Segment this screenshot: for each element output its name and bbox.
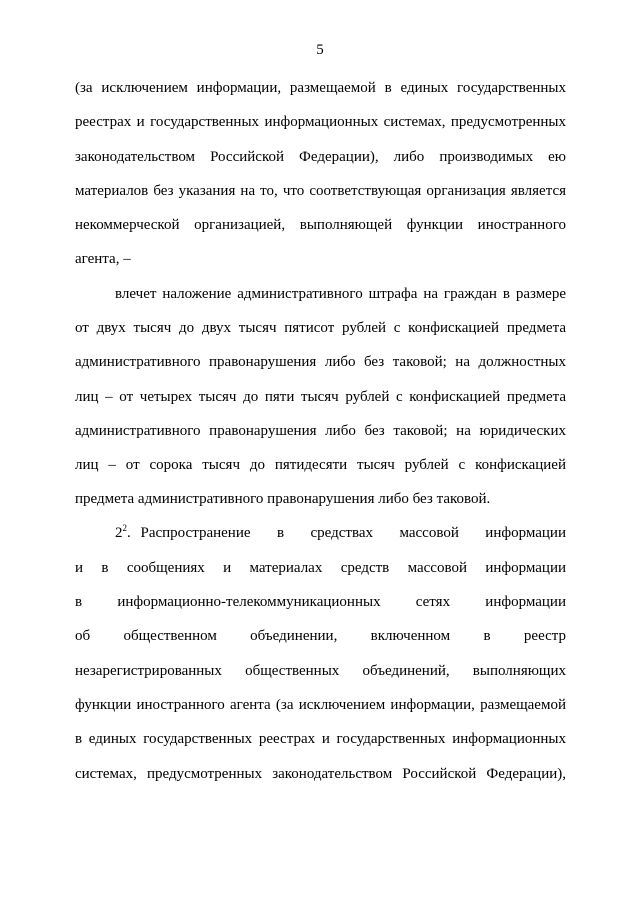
text-line: административного правонарушения либо без таковой; на юридических: [75, 423, 566, 439]
text-line: и в сообщениях и материалах средств массовой информации: [75, 560, 566, 576]
text-line: об общественном объединении, включенном в реестр: [75, 628, 566, 644]
text-line: влечет наложение административного штрафа на граждан в размере: [115, 286, 566, 302]
text-line: законодательством Российской Федерации), либо производимых ею: [75, 149, 566, 165]
text-line: лиц – от сорока тысяч до пятидесяти тысяч рублей с конфискацией: [75, 457, 566, 473]
text-line: реестрах и государственных информационных системах, предусмотренных: [75, 114, 566, 130]
text-line: от двух тысяч до двух тысяч пятисот рублей с конфискацией предмета: [75, 320, 566, 336]
section-number: $2^2$.: [115, 523, 131, 541]
page-number: 5: [316, 42, 324, 58]
text-line: в информационно-телекоммуникационных сетях информации: [75, 594, 566, 610]
text-line: в единых государственных реестрах и государственных информационных: [75, 731, 566, 747]
text-line: материалов без указания на то, что соответствующая организация является: [75, 183, 566, 199]
text-line: незарегистрированных общественных объединений, выполняющих: [75, 663, 566, 679]
text-line: (за исключением информации, размещаемой в единых государственных: [75, 80, 566, 96]
text-line: лиц – от четырех тысяч до пяти тысяч рублей с конфискацией предмета: [75, 389, 566, 405]
text-line: Распространение в средствах массовой информации: [140, 525, 566, 541]
text-line: агента, –: [75, 251, 131, 267]
text-line: предмета административного правонарушения либо без таковой.: [75, 491, 491, 507]
text-line: системах, предусмотренных законодательством Российской Федерации),: [75, 766, 566, 782]
section-first-line: [115, 524, 566, 542]
text-line: некоммерческой организацией, выполняющей функции иностранного: [75, 217, 566, 233]
text-line: функции иностранного агента (за исключением информации, размещаемой: [75, 697, 566, 713]
text-line: административного правонарушения либо без таковой; на должностных: [75, 354, 566, 370]
